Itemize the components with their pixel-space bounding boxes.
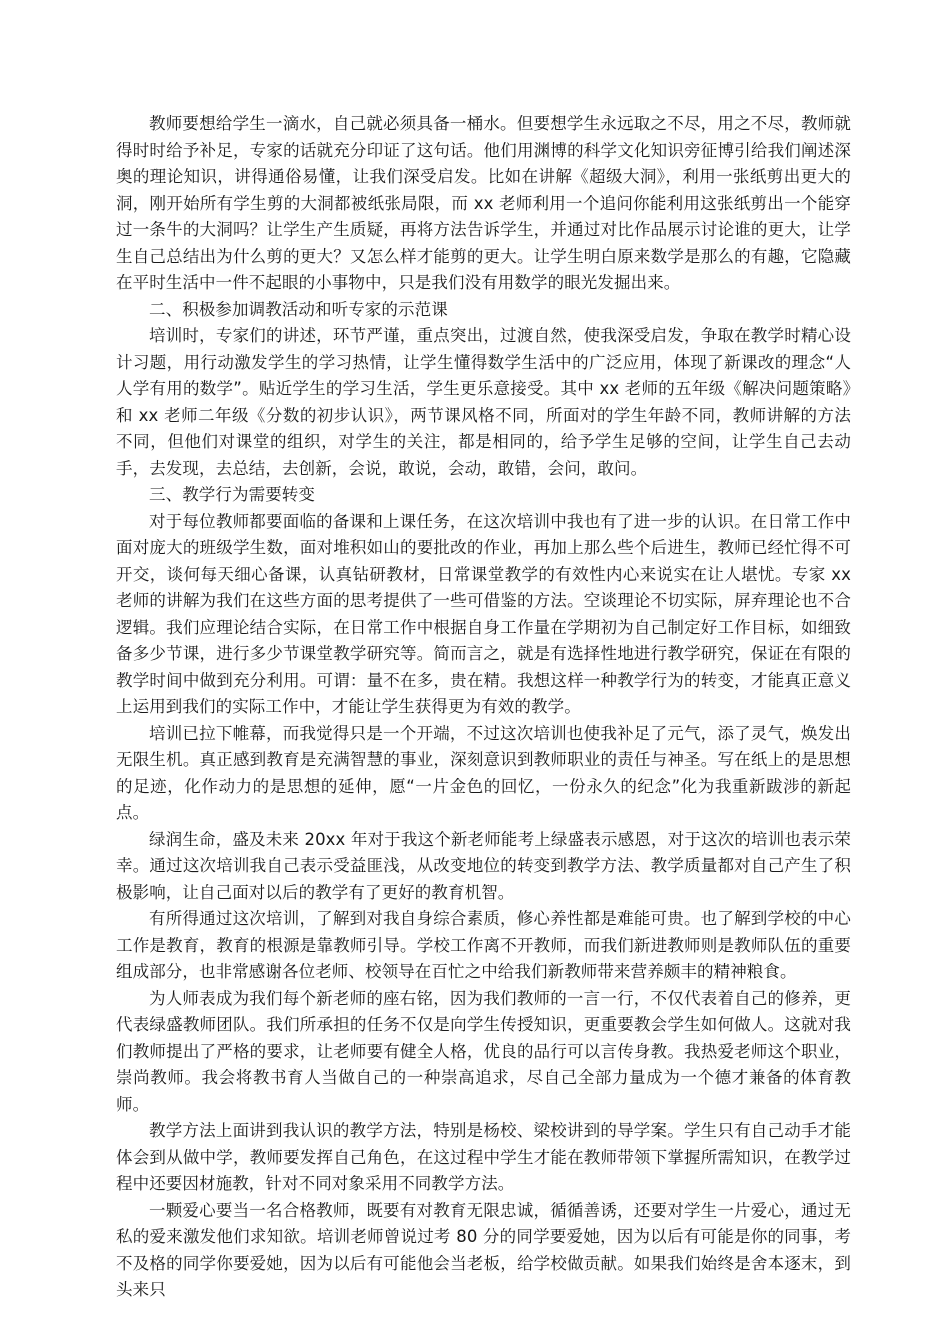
paragraph-lesson-preparation: 对于每位教师都要面临的备课和上课任务，在这次培训中我也有了进一步的认识。在日常工作中面对庞大的班级学生数，面对堆积如山的要批改的作业，再加上那么些个后进生，教师已经忙得不可开交，谈何每天细心备课，认真钻研教材，日常课堂教学的有效性内心来说实在让人堪忧。专家 xx 老师的讲解为我们在这些方面的思考提供了一些可借鉴的方法。空谈理论不切实际，屏弃理论也不合逻辑。我们应理论结合实际，在日常工作中根据自身工作量在学期初为自己制定好工作目标，如细致备多少节课，进行多少节课堂教学研究等。简而言之，就是有选择性地进行教学研究，保证在有限的教学时间中做到充分利用。可谓：量不在多，贵在精。我想这样一种教学行为的转变，才能真正意义上运用到我们的实际工作中，才能让学生获得更为有效的教学。 (116, 511, 851, 716)
document-body (116, 111, 851, 1304)
paragraph-gratitude: 绿润生命，盛及未来 20xx 年对于我这个新老师能考上绿盛表示感恩，对于这次的培训也表示荣幸。通过这次培训我自己表示受益匪浅，从改变地位的转变到教学方法、教学质量都对自己产生了积极影响，让自己面对以后的教学有了更好的教育机智。 (116, 829, 851, 902)
paragraph-gains: 有所得通过这次培训，了解到对我自身综合素质，修心养性都是难能可贵。也了解到学校的中心工作是教育，教育的根源是靠教师引导。学校工作离不开教师，而我们新进教师则是教师队伍的重要组成部分，也非常感谢各位老师、校领导在百忙之中给我们新教师带来营养颇丰的精神粮食。 (116, 909, 851, 981)
paragraph-training-conclusion: 培训已拉下帷幕，而我觉得只是一个开端，不过这次培训也使我补足了元气，添了灵气，焕发出无限生机。真正感到教育是充满智慧的事业，深刻意识到教师职业的责任与神圣。写在纸上的是思想的足迹，化作动力的是思想的延伸，愿“一片金色的回忆，一份永久的纪念”化为我重新跋涉的新起点。 (116, 723, 851, 822)
paragraph-training-observations: 培训时，专家们的讲述，环节严谨，重点突出，过渡自然，使我深受启发，争取在教学时精心设计习题，用行动激发学生的学习热情，让学生懂得数学生活中的广泛应用，体现了新课改的理念“人人学有用的数学”。贴近学生的学习生活，学生更乐意接受。其中 xx 老师的五年级《解决问题策略》和 xx 老师二年级《分数的初步认识》，两节课风格不同，所面对的学生年龄不同，教师讲解的方法不同，但他们对课堂的组织，对学生的关注，都是相同的，给予学生足够的空间，让学生自己去动手，去发现，去总结，去创新，会说，敢说，会动，敢错，会问，敢问。 (116, 326, 851, 478)
paragraph-role-model: 为人师表成为我们每个新老师的座右铭，因为我们教师的一言一行，不仅代表着自己的修养，更代表绿盛教师团队。我们所承担的任务不仅是向学生传授知识，更重要教会学生如何做人。这就对我们教师提出了严格的要求，让老师要有健全人格，优良的品行可以言传身教。我热爱老师这个职业，崇尚教师。我会将教书育人当做自己的一种崇高追求，尽自己全部力量成为一个德才兼备的体育教师。 (116, 988, 851, 1114)
paragraph-teacher-knowledge: 教师要想给学生一滴水，自己就必须具备一桶水。但要想学生永远取之不尽，用之不尽，教师就得时时给予补足，专家的话就充分印证了这句话。他们用渊博的科学文化知识旁征博引给我们阐述深奥的理论知识，讲得通俗易懂，让我们深受启发。比如在讲解《超级大洞》，利用一张纸剪出更大的洞，刚开始所有学生剪的大洞都被纸张局限，而 xx 老师利用一个追问你能利用这张纸剪出一个能穿过一条牛的大洞吗？让学生产生质疑，再将方法告诉学生，并通过对比作品展示讨论谁的更大，让学生自己总结出为什么剪的更大？又怎么样才能剪的更大。让学生明白原来数学是那么的有趣，它隐藏在平时生活中一件不起眼的小事物中，只是我们没有用数学的眼光发掘出来。 (116, 114, 851, 292)
section-heading-2: 二、积极参加调教活动和听专家的示范课 (149, 299, 448, 319)
paragraph-loving-heart: 一颗爱心要当一名合格教师，既要有对教育无限忠诚，循循善诱，还要对学生一片爱心，通过无私的爱来激发他们求知欲。培训老师曾说过考 80 分的同学要爱她，因为以后有可能是你的同事，考不及格的同学你要爱她，因为以后有可能他会当老板，给学校做贡献。如果我们始终是舍本逐末，到头来只 (116, 1200, 851, 1299)
paragraph-teaching-methods: 教学方法上面讲到我认识的教学方法，特别是杨校、梁校讲到的导学案。学生只有自己动手才能体会到从做中学，教师要发挥自己角色，在这过程中学生才能在教师带领下掌握所需知识，在教学过程中还要因材施教，针对不同对象采用不同教学方法。 (116, 1121, 851, 1193)
section-heading-3: 三、教学行为需要转变 (149, 485, 315, 504)
